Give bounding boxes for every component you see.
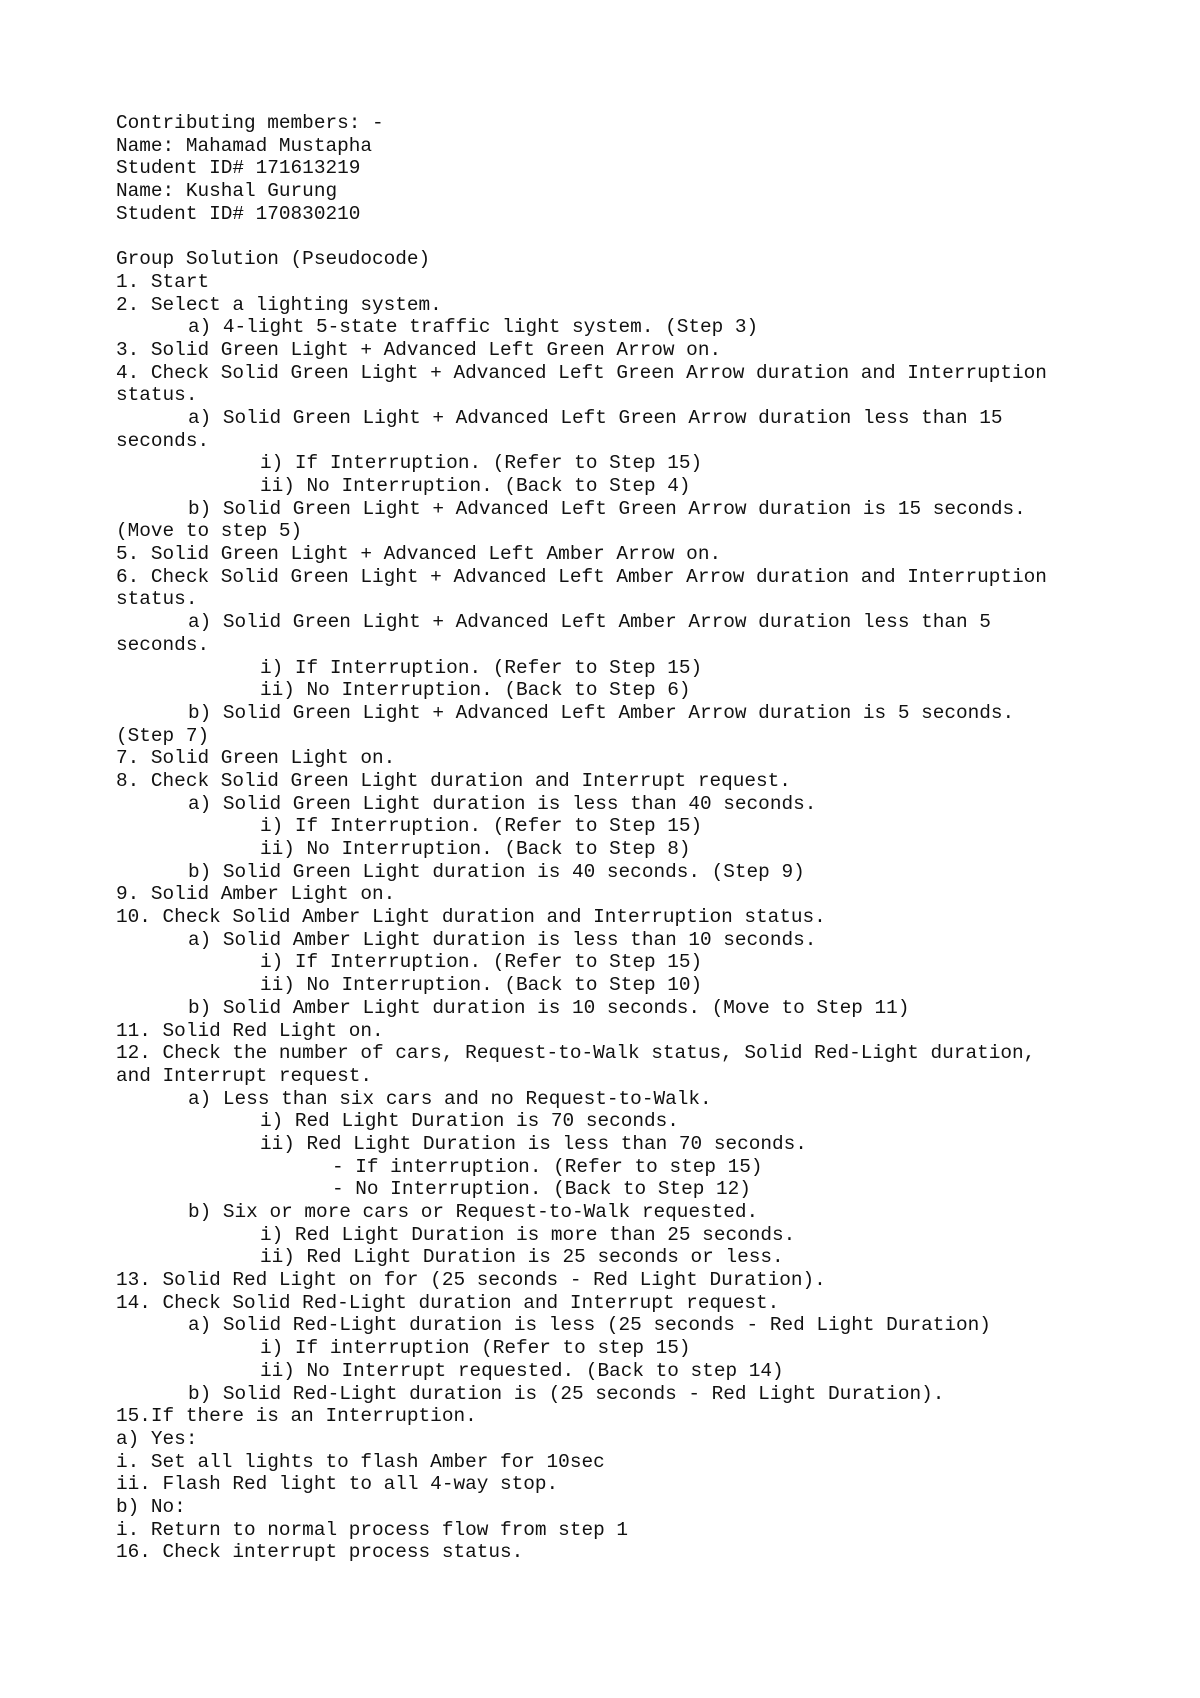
pseudocode-line: 15.If there is an Interruption. — [116, 1405, 477, 1428]
pseudocode-line: i) If Interruption. (Refer to Step 15) — [260, 815, 703, 838]
pseudocode-line: 9. Solid Amber Light on. — [116, 883, 396, 906]
pseudocode-line: b) No: — [116, 1495, 186, 1518]
pseudocode-line: 11. Solid Red Light on. — [116, 1019, 384, 1042]
member-name: Name: Mahamad Mustapha — [116, 134, 372, 157]
pseudocode-line: ii) Red Light Duration is 25 seconds or less. — [260, 1246, 784, 1269]
pseudocode-line: status. — [116, 384, 198, 407]
pseudocode-line: ii) No Interruption. (Back to Step 10) — [260, 974, 703, 997]
pseudocode-line: b) Solid Green Light + Advanced Left Green Arrow duration is 15 seconds. — [188, 497, 1026, 520]
pseudocode-line: b) Solid Green Light duration is 40 seconds. (Step 9) — [188, 860, 805, 883]
section-title: Group Solution (Pseudocode) — [116, 248, 431, 271]
pseudocode-line: i) Red Light Duration is 70 seconds. — [260, 1110, 679, 1133]
pseudocode-line: i) If Interruption. (Refer to Step 15) — [260, 452, 703, 475]
pseudocode-line: 1. Start — [116, 270, 210, 293]
pseudocode-line: a) Solid Amber Light duration is less than 10 seconds. — [188, 928, 817, 951]
pseudocode-line: i) If Interruption. (Refer to Step 15) — [260, 656, 703, 679]
pseudocode-line: i) If Interruption. (Refer to Step 15) — [260, 951, 703, 974]
pseudocode-line: ii) No Interruption. (Back to Step 4) — [260, 475, 691, 497]
pseudocode-line: a) Solid Green Light + Advanced Left Amber Arrow duration less than 5 — [188, 611, 991, 634]
pseudocode-line: 3. Solid Green Light + Advanced Left Green Arrow on. — [116, 338, 722, 361]
member-student-id: Student ID# 171613219 — [116, 157, 361, 180]
pseudocode-line: 8. Check Solid Green Light duration and Interrupt request. — [116, 769, 791, 792]
pseudocode-line: ii) No Interrupt requested. (Back to step 14) — [260, 1359, 784, 1382]
pseudocode-line: i) Red Light Duration is more than 25 seconds. — [260, 1223, 796, 1246]
blank-line — [116, 225, 1186, 248]
pseudocode-line: a) Yes: — [116, 1427, 198, 1450]
pseudocode-line: ii) No Interruption. (Back to Step 8) — [260, 838, 691, 860]
pseudocode-line: a) Solid Green Light + Advanced Left Green Arrow duration less than 15 — [188, 406, 1003, 429]
pseudocode-line: 12. Check the number of cars, Request-to-Walk status, Solid Red-Light duration, — [116, 1042, 1036, 1065]
pseudocode-line: b) Solid Amber Light duration is 10 seconds. (Move to Step 11) — [188, 996, 910, 1019]
pseudocode-line: 4. Check Solid Green Light + Advanced Left Green Arrow duration and Interruption — [116, 361, 1047, 384]
pseudocode-line: a) 4-light 5-state traffic light system. (Step 3) — [188, 316, 759, 339]
pseudocode-line: ii) Red Light Duration is less than 70 seconds. — [260, 1132, 807, 1155]
pseudocode-line: i) If interruption (Refer to step 15) — [260, 1337, 691, 1360]
member-student-id: Student ID# 170830210 — [116, 202, 361, 225]
pseudocode-line: 16. Check interrupt process status. — [116, 1541, 524, 1564]
pseudocode-line: - If interruption. (Refer to step 15) — [332, 1155, 763, 1178]
pseudocode-line: (Step 7) — [116, 724, 210, 747]
pseudocode-line: 7. Solid Green Light on. — [116, 747, 396, 770]
pseudocode-line: a) Solid Red-Light duration is less (25 seconds - Red Light Duration) — [188, 1314, 991, 1337]
pseudocode-line: 13. Solid Red Light on for (25 seconds - Red Light Duration). — [116, 1269, 826, 1292]
pseudocode-line: b) Solid Green Light + Advanced Left Amber Arrow duration is 5 seconds. — [188, 701, 1015, 724]
contributing-heading: Contributing members: - — [116, 112, 384, 134]
pseudocode-line: b) Six or more cars or Request-to-Walk requested. — [188, 1201, 759, 1223]
pseudocode-line: 6. Check Solid Green Light + Advanced Left Amber Arrow duration and Interruption — [116, 565, 1047, 588]
pseudocode-line: 5. Solid Green Light + Advanced Left Amber Arrow on. — [116, 543, 722, 566]
pseudocode-line: a) Less than six cars and no Request-to-Walk. — [188, 1087, 712, 1110]
pseudocode-line: 10. Check Solid Amber Light duration and Interruption status. — [116, 906, 826, 929]
pseudocode-line: i. Set all lights to flash Amber for 10sec — [116, 1450, 605, 1473]
pseudocode-line: i. Return to normal process flow from step 1 — [116, 1518, 628, 1541]
pseudocode-line: and Interrupt request. — [116, 1064, 372, 1087]
member-name: Name: Kushal Gurung — [116, 180, 338, 203]
pseudocode-line: seconds. — [116, 429, 210, 452]
pseudocode-line: ii. Flash Red light to all 4-way stop. — [116, 1473, 559, 1496]
document-page — [116, 112, 1186, 1564]
pseudocode-line: - No Interruption. (Back to Step 12) — [332, 1178, 751, 1201]
pseudocode-line: b) Solid Red-Light duration is (25 seconds - Red Light Duration). — [188, 1382, 945, 1405]
pseudocode-line: ii) No Interruption. (Back to Step 6) — [260, 679, 691, 702]
pseudocode-line: 2. Select a lighting system. — [116, 293, 442, 316]
pseudocode-line: 14. Check Solid Red-Light duration and Interrupt request. — [116, 1291, 780, 1314]
pseudocode-line: a) Solid Green Light duration is less than 40 seconds. — [188, 792, 817, 815]
pseudocode-line: status. — [116, 588, 198, 611]
pseudocode-line: (Move to step 5) — [116, 520, 303, 543]
pseudocode-line: seconds. — [116, 633, 210, 656]
